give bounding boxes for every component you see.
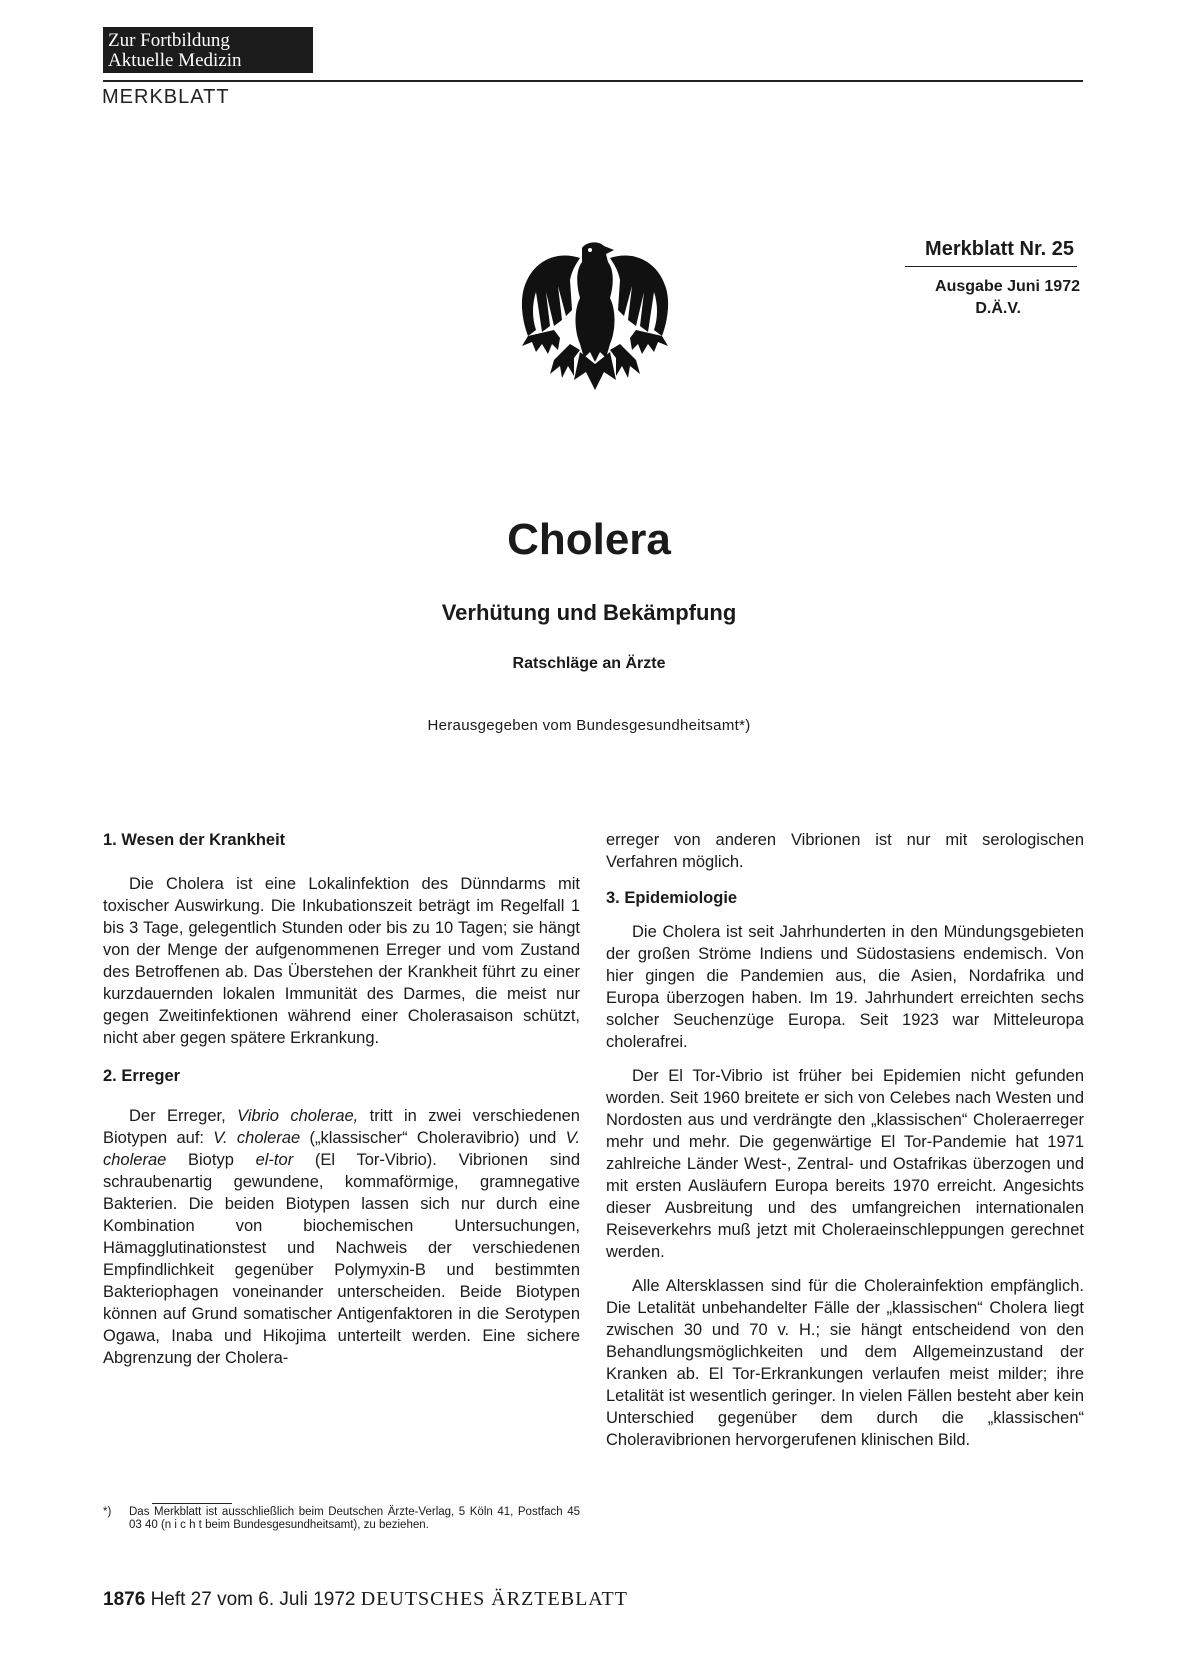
- merkblatt-org: D.Ä.V.: [975, 300, 1021, 317]
- merkblatt-rule: [905, 266, 1077, 267]
- issue-info: Heft 27 vom 6. Juli 1972: [150, 1589, 356, 1610]
- section-1-paragraph: Die Cholera ist eine Lokalinfektion des Dünndarms mit toxischer Auswirkung. Die Inkubationszeit beträgt im Regelfall 1 bis 3 Tage, gelegentlich Stunden oder bis zu 10 Tagen; sie hängt von der Menge der aufgenommenen Erreger und vom Zustand des Betroffenen ab. Das Überstehen der Krankheit führt zu einer kurzdauernden lokalen Immunität des Darmes, die meist nur gegen Zweitinfektionen während einer Cholerasaison schützt, nicht aber gegen spätere Erkrankung.: [103, 875, 580, 1047]
- text-run: Der Erreger,: [129, 1107, 238, 1125]
- section-2-heading: 2. Erreger: [103, 1067, 181, 1085]
- merkblatt-issue: Ausgabe Juni 1972: [935, 278, 1080, 295]
- text-run: Biotyp: [166, 1151, 256, 1169]
- publisher-line: Herausgegeben vom Bundesgesundheitsamt*): [427, 717, 751, 734]
- header-rule: [103, 80, 1083, 82]
- section-2-paragraph: [103, 1105, 580, 1369]
- journal-name: DEUTSCHES ÄRZTEBLATT: [360, 1588, 628, 1610]
- footnote-marker: *): [103, 1506, 112, 1518]
- audience-line: Ratschläge an Ärzte: [512, 655, 666, 672]
- section-2-continuation: erreger von anderen Vibrionen ist nur mit serologischen Verfahren möglich.: [606, 831, 1084, 871]
- footnote-text: Das Merkblatt ist ausschließlich beim Deutschen Ärzte-Verlag, 5 Köln 41, Postfach 45 03 40 (n i c h t beim Bundesgesundheitsamt), zu beziehen.: [129, 1506, 580, 1531]
- species-name: V. cholerae: [213, 1129, 301, 1147]
- biotype-name: el-tor: [255, 1151, 294, 1169]
- right-column: [606, 829, 1084, 1451]
- section-3-heading: 3. Epidemiologie: [606, 889, 738, 907]
- text-run: (El Tor-Vibrio). Vibrionen sind schraubenartig gewundene, kommaförmige, gramnegative Bakterien. Die beiden Biotypen lassen sich nur durch eine Kombination von biochemischen Untersuchungen, Hämagglutinationstest und Nachweis der verschiedenen Empfindlichkeit gegenüber Polymyxin-B und bestimmten Bakteriophagen voneinander unterscheiden. Beide Biotypen können auf Grund somatischer Antigenfaktoren in die Serotypen Ogawa, Inaba und Hikojima unterteilt werden. Eine sichere Abgrenzung der Cholera-: [103, 1151, 580, 1367]
- text-run: tritt in zwei verschiedenen Biotypen auf:: [103, 1107, 580, 1147]
- section-label: MERKBLATT: [102, 86, 230, 108]
- badge-line-1: Zur Fortbildung: [108, 30, 230, 51]
- left-column: [103, 829, 580, 1369]
- section-1-heading: 1. Wesen der Krankheit: [103, 831, 286, 849]
- page-title: Cholera: [507, 515, 671, 564]
- section-3-paragraph-2: Der El Tor-Vibrio ist früher bei Epidemien nicht gefunden worden. Seit 1960 breitete er sich von Celebes nach Westen und Nordosten aus und verdrängte den „klassischen“ Choleraerreger mehr und mehr. Die gegenwärtige El Tor-Pandemie hat 1971 zahlreiche Länder West-, Zentral- und Ostafrikas überzogen und mit ersten Ausläufern Europa bereits 1970 erreicht. Angesichts dieser Ausbreitung und des umfangreichen internationalen Reiseverkehrs muß jetzt mit Choleraeinschleppungen gerechnet werden.: [606, 1067, 1084, 1261]
- footnote-rule: [152, 1503, 232, 1504]
- page-number: 1876: [103, 1589, 146, 1610]
- page-subtitle: Verhütung und Bekämpfung: [441, 600, 737, 625]
- footnote: [103, 1506, 580, 1532]
- federal-eagle-icon: [510, 240, 680, 395]
- species-name: Vibrio cholerae,: [237, 1107, 359, 1125]
- badge-line-2: Aktuelle Medizin: [108, 50, 242, 71]
- species-name: V. cholerae: [103, 1129, 580, 1169]
- page-footer: [103, 1588, 628, 1611]
- merkblatt-number: Merkblatt Nr. 25: [925, 238, 1074, 260]
- section-badge: [103, 27, 313, 73]
- text-run: („klassischer“ Choleravibrio) und: [300, 1129, 566, 1147]
- section-3-paragraph-3: Alle Altersklassen sind für die Cholerainfektion empfänglich. Die Letalität unbehandelter Fälle der „klassischen“ Cholera liegt zwischen 30 und 70 v. H.; sie hängt entscheidend von den Behandlungsmöglichkeiten und dem Allgemeinzustand der Kranken ab. El Tor-Erkrankungen verlaufen meist milder; ihre Letalität ist wesentlich geringer. In vielen Fällen besteht aber kein Unterschied gegenüber dem durch die „klassischen“ Choleravibrionen hervorgerufenen klinischen Bild.: [606, 1277, 1084, 1449]
- section-3-paragraph-1: Die Cholera ist seit Jahrhunderten in den Mündungsgebieten der großen Ströme Indiens und Südostasiens endemisch. Von hier gingen die Pandemien aus, die Asien, Nordafrika und Europa überzogen haben. Im 19. Jahrhundert erreichten sechs solcher Seuchenzüge Europa. Seit 1923 war Mitteleuropa cholerafrei.: [606, 923, 1084, 1051]
